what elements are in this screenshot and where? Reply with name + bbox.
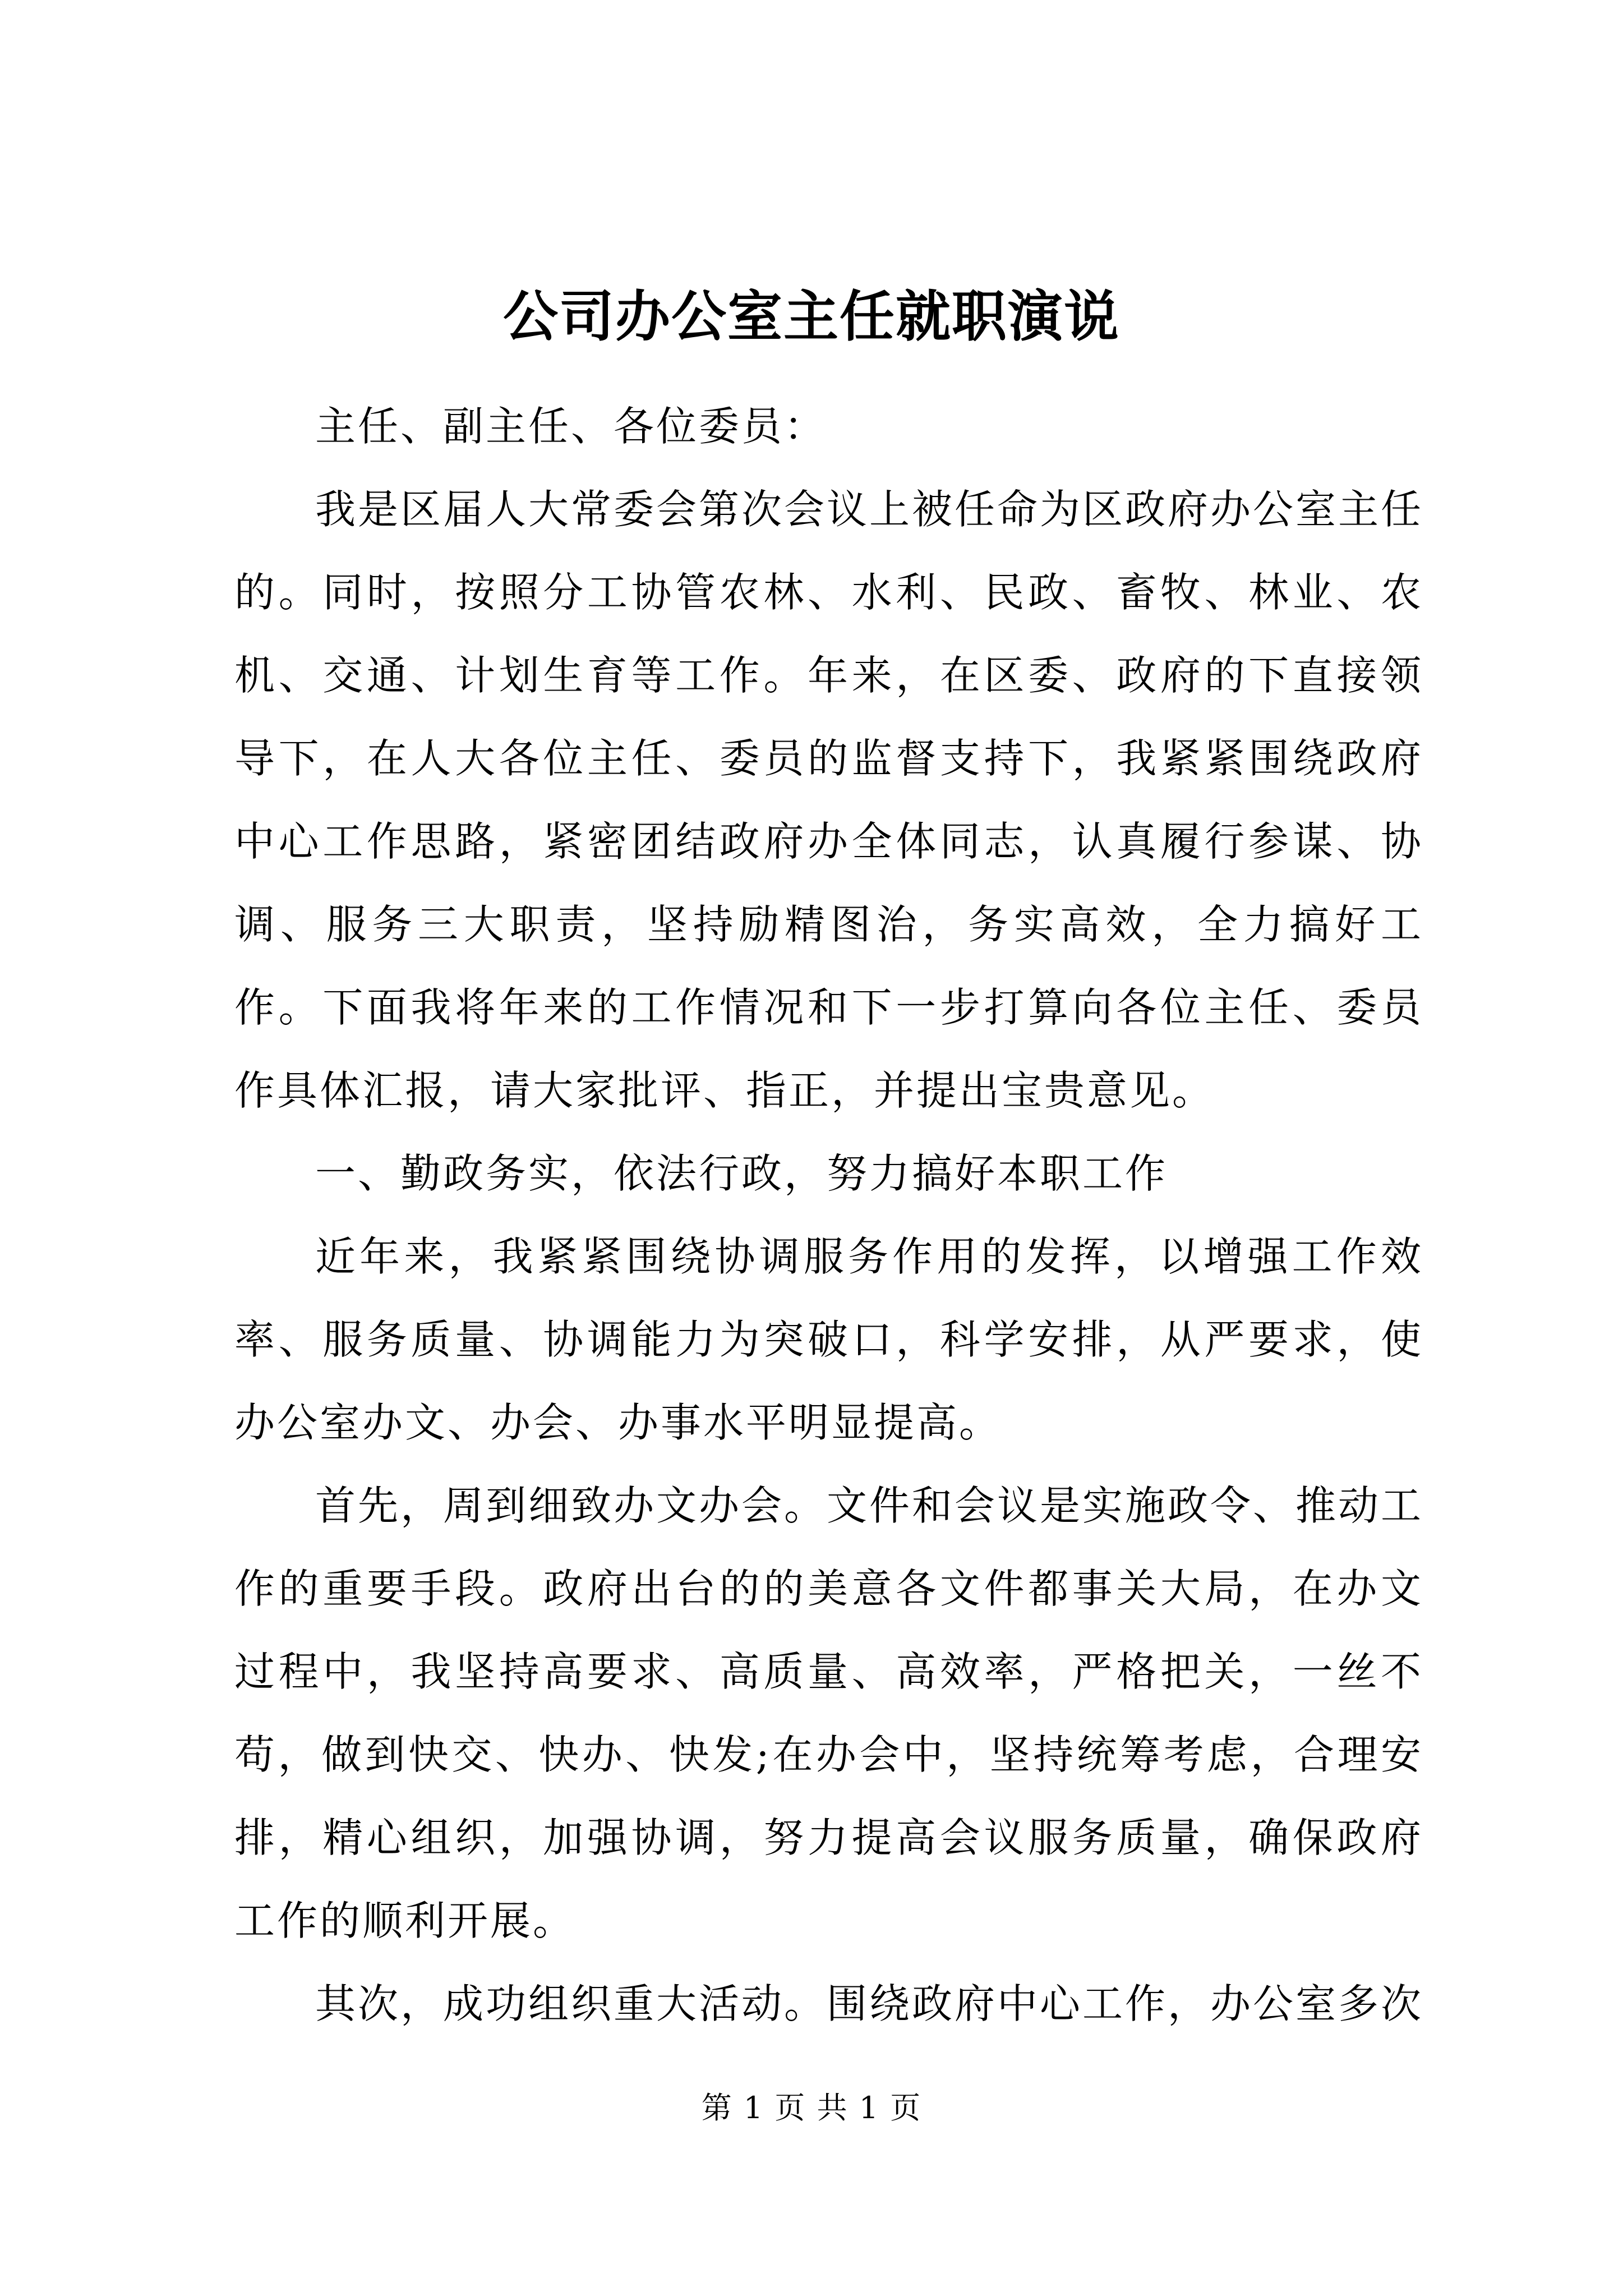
body-paragraph: 首先，周到细致办文办会。文件和会议是实施政令、推动工作的重要手段。政府出台的的美意各文件都事关大局，在办文过程中，我坚持高要求、高质量、高效率，严格把关，一丝不苟，做到快交、快办、快发;在办会中，坚持统筹考虑，合理安排，精心组织，加强协调，努力提高会议服务质量，确保政府工作的顺利开展。 (234, 1482, 1424, 1944)
body-paragraph: 其次，成功组织重大活动。围绕政府中心工作，办公室多次 (315, 1980, 1424, 2027)
salutation-paragraph: 主任、副主任、各位委员： (315, 403, 827, 450)
body-paragraph: 近年来，我紧紧围绕协调服务作用的发挥，以增强工作效率、服务质量、协调能力为突破口，科学安排，从严要求，使办公室办文、办会、办事水平明显提高。 (234, 1233, 1423, 1446)
document-body (234, 385, 1423, 2045)
intro-paragraph: 我是区届人大常委会第次会议上被任命为区政府办公室主任的。同时，按照分工协管农林、水利、民政、畜牧、林业、农机、交通、计划生育等工作。年来，在区委、政府的下直接领导下，在人大各位主任、委员的监督支持下，我紧紧围绕政府中心工作思路，紧密团结政府办全体同志，认真履行参谋、协调、服务三大职责，坚持励精图治，务实高效，全力搞好工作。下面我将年来的工作情况和下一步打算向各位主任、委员作具体汇报，请大家批评、指正，并提出宝贵意见。 (234, 486, 1424, 1114)
section-heading: 一、勤政务实，依法行政，努力搞好本职工作 (315, 1150, 1168, 1197)
document-title: 公司办公室主任就职演说 (502, 284, 1120, 349)
page-footer: 第 1 页 共 1 页 (701, 2090, 922, 2125)
